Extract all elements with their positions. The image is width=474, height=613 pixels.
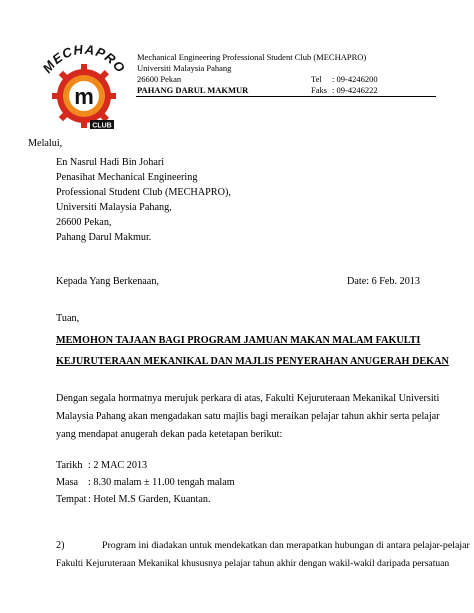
svg-text:m: m xyxy=(74,84,94,109)
detail-label-tempat: Tempat xyxy=(56,494,87,505)
tel-label: Tel xyxy=(311,74,322,84)
salutation: Tuan, xyxy=(56,313,80,324)
via-text: Melalui, xyxy=(28,138,63,149)
recipient-line: Professional Student Club (MECHAPRO), xyxy=(56,187,231,198)
tel-value: : 09-4246200 xyxy=(332,74,378,84)
paragraph1-line: Malaysia Pahang akan mengadakan satu majlis bagi meraikan pelajar tahun akhir serta pelajar xyxy=(56,411,440,422)
detail-label-tarikh: Tarikh xyxy=(56,460,83,471)
recipient-line: Pahang Darul Makmur. xyxy=(56,232,152,243)
recipient-line: Penasihat Mechanical Engineering xyxy=(56,172,198,183)
addressee: Kepada Yang Berkenaan, xyxy=(56,276,159,287)
recipient-line: Universiti Malaysia Pahang, xyxy=(56,202,172,213)
fax-value: : 09-4246222 xyxy=(332,85,378,95)
recipient-line: En Nasrul Hadi Bin Johari xyxy=(56,157,165,168)
detail-value-tempat: : Hotel M.S Garden, Kuantan. xyxy=(88,494,211,505)
detail-value-masa: : 8.30 malam ± 11.00 tengah malam xyxy=(88,477,235,488)
letterhead-line3: 26600 Pekan xyxy=(137,74,182,84)
letterhead-line2: Universiti Malaysia Pahang xyxy=(137,63,232,73)
recipient-line: 26600 Pekan, xyxy=(56,217,112,228)
letterhead-line4: PAHANG DARUL MAKMUR xyxy=(137,85,249,95)
paragraph2-line1: Program ini diadakan untuk mendekatkan dan merapatkan hubungan di antara pelajar-pelajar xyxy=(102,540,470,551)
logo-arc-text: MECHAPRO xyxy=(39,41,129,76)
letterhead-divider xyxy=(136,96,436,97)
letterhead-line1: Mechanical Engineering Professional Student Club (MECHAPRO) xyxy=(137,52,367,62)
fax-label: Faks xyxy=(311,85,328,95)
subject-line2: KEJURUTERAAN MEKANIKAL DAN MAJLIS PENYERAHAN ANUGERAH DEKAN xyxy=(56,356,449,367)
paragraph1-line: Dengan segala hormatnya merujuk perkara di atas, Fakulti Kejuruteraan Mekanikal Universiti xyxy=(56,393,440,404)
paragraph2-line2: Fakulti Kejuruteraan Mekanikal khususnya pelajar tahun akhir dengan wakil-wakil daripada persatuan xyxy=(56,558,450,569)
logo-badge-text: CLUB xyxy=(92,122,112,130)
paragraph2-number: 2) xyxy=(56,540,65,551)
paragraph1-line: yang mendapat anugerah dekan pada ketetapan berikut: xyxy=(56,429,283,440)
detail-label-masa: Masa xyxy=(56,477,79,488)
mechapro-logo xyxy=(32,34,136,132)
letter-date: Date: 6 Feb. 2013 xyxy=(347,276,420,287)
detail-value-tarikh: : 2 MAC 2013 xyxy=(88,460,148,471)
subject-line1: MEMOHON TAJAAN BAGI PROGRAM JAMUAN MAKAN MALAM FAKULTI xyxy=(56,335,421,346)
